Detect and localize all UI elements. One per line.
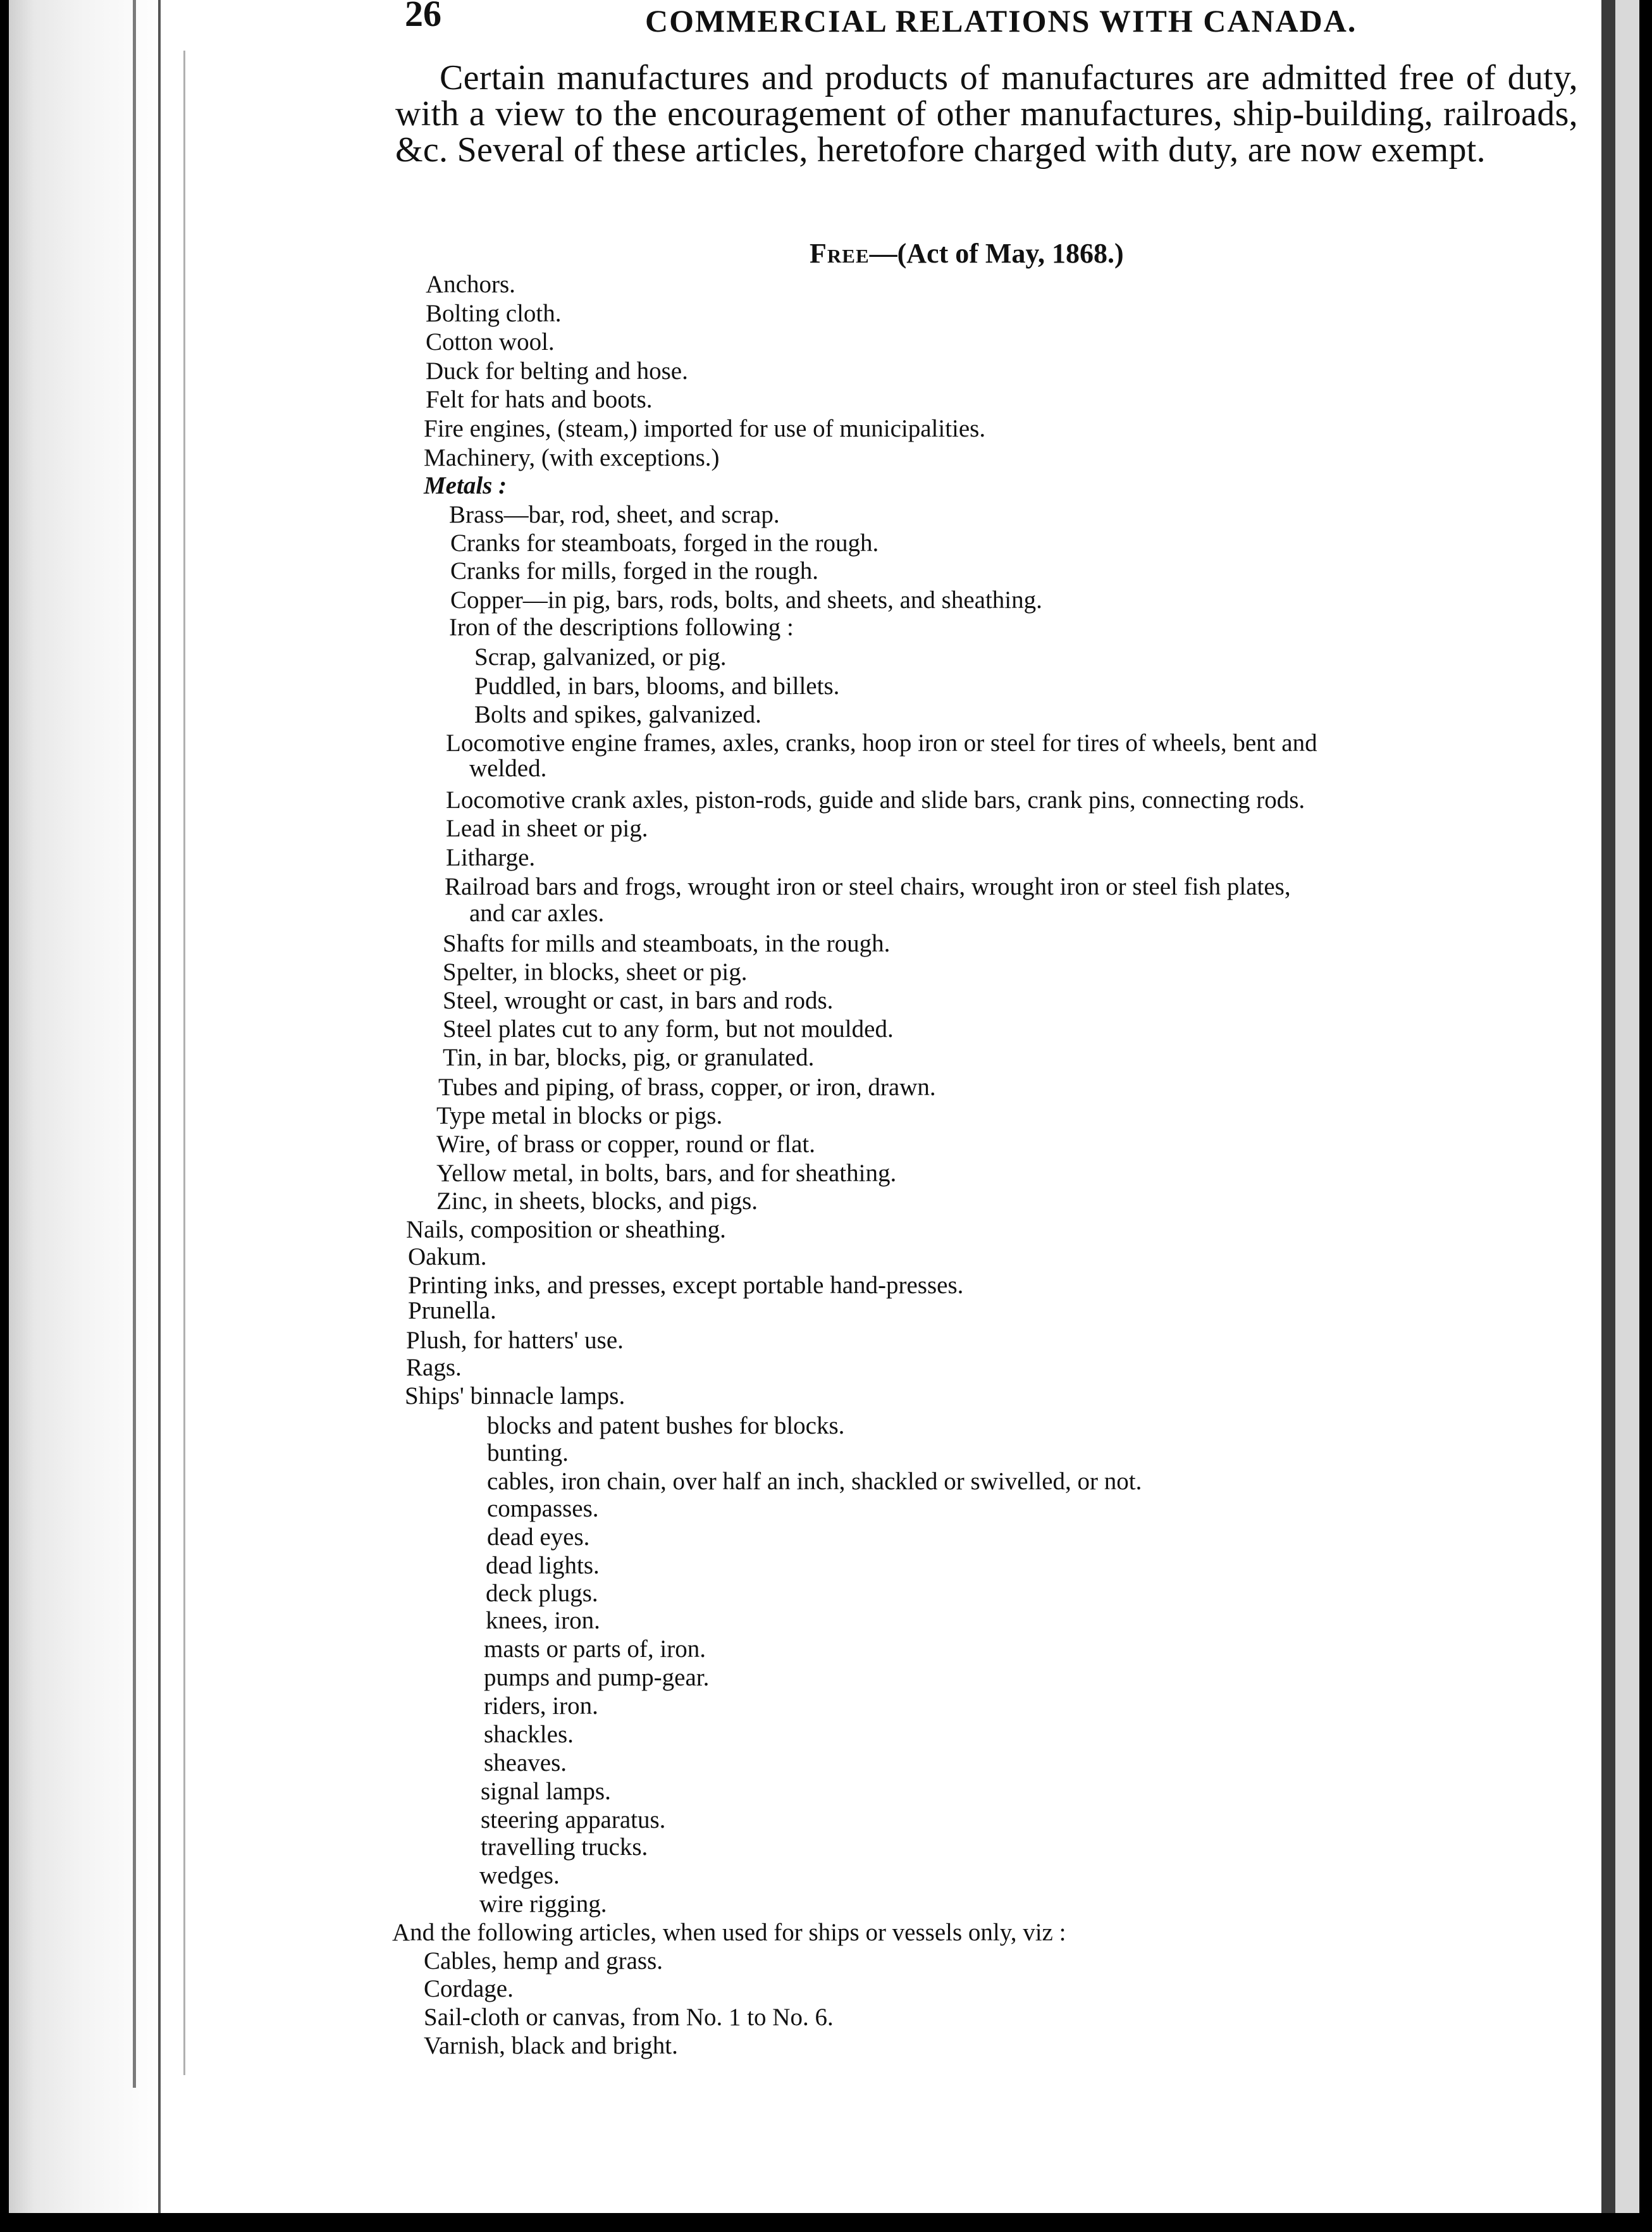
list-item: Felt for hats and boots. (426, 386, 653, 413)
list-item: Zinc, in sheets, blocks, and pigs. (436, 1187, 758, 1215)
list-item: Anchors. (426, 271, 515, 298)
list-item: Rags. (406, 1354, 462, 1381)
list-item: Steel, wrought or cast, in bars and rods. (443, 987, 834, 1014)
act-label: —(Act of May, 1868.) (869, 238, 1124, 269)
list-item: Brass—bar, rod, sheet, and scrap. (449, 501, 780, 528)
list-item: Plush, for hatters' use. (406, 1327, 624, 1354)
scan-shadow-left (9, 0, 164, 2232)
list-item: sheaves. (484, 1749, 567, 1776)
list-item: Fire engines, (steam,) imported for use of municipalities. (424, 415, 986, 442)
scan-edge-left (0, 0, 9, 2232)
list-item: Copper—in pig, bars, rods, bolts, and sheets, and sheathing. (450, 586, 1042, 614)
list-item: Spelter, in blocks, sheet or pig. (443, 958, 748, 986)
list-item: bunting. (487, 1439, 569, 1466)
list-item: riders, iron. (484, 1692, 598, 1720)
list-item: Cables, hemp and grass. (424, 1947, 663, 1975)
list-item: wedges. (479, 1862, 560, 1889)
list-item: Prunella. (408, 1297, 496, 1324)
list-item: Cranks for steamboats, forged in the rough. (450, 530, 879, 557)
list-item: knees, iron. (486, 1607, 600, 1634)
list-item: shackles. (484, 1721, 574, 1748)
list-item: Scrap, galvanized, or pig. (474, 643, 727, 671)
list-item: Tin, in bar, blocks, pig, or granulated. (443, 1044, 815, 1071)
scan-edge-bottom (0, 2213, 1652, 2232)
list-item: Machinery, (with exceptions.) (424, 444, 720, 471)
list-item: pumps and pump-gear. (484, 1664, 710, 1691)
scan-page-edge-line (158, 0, 161, 2232)
list-item: Litharge. (446, 844, 536, 871)
list-item: Cordage. (424, 1975, 514, 2002)
scan-edge-right (1639, 0, 1652, 2232)
list-item: Steel plates cut to any form, but not moulded. (443, 1015, 894, 1043)
list-item: Sail-cloth or canvas, from No. 1 to No. 6. (424, 2004, 834, 2031)
list-item: masts or parts of, iron. (484, 1635, 706, 1663)
list-item: Cranks for mills, forged in the rough. (450, 557, 819, 585)
list-item: Oakum. (408, 1243, 487, 1270)
list-item: signal lamps. (481, 1778, 611, 1805)
list-item: and car axles. (469, 900, 605, 927)
list-item: Bolting cloth. (426, 300, 562, 327)
list-item: Wire, of brass or copper, round or flat. (436, 1131, 815, 1158)
list-item: Printing inks, and presses, except portable hand-presses. (408, 1272, 964, 1299)
list-item: compasses. (487, 1495, 599, 1522)
list-item: Metals : (424, 472, 507, 499)
free-label: Free (810, 238, 870, 269)
running-head: COMMERCIAL RELATIONS WITH CANADA. (645, 3, 1357, 39)
list-item: travelling trucks. (481, 1833, 648, 1861)
scan-page-edge-line (133, 0, 136, 2088)
list-item: Shafts for mills and steamboats, in the rough. (443, 930, 891, 957)
list-item: Duck for belting and hose. (426, 357, 688, 385)
list-item: welded. (469, 755, 547, 782)
list-item: Railroad bars and frogs, wrought iron or steel chairs, wrought iron or steel fish plates, (445, 873, 1291, 900)
intro-paragraph: Certain manufactures and products of manufactures are admitted free of duty, with a view to the encouragement of other manufactures, ship-building, railroads, &c. Several of these articles, heretofore charged with duty, are now exempt. (395, 58, 1578, 170)
list-item: deck plugs. (486, 1580, 598, 1607)
list-item: Cotton wool. (426, 328, 555, 356)
list-item: Locomotive crank axles, piston-rods, guide and slide bars, crank pins, connecting rods. (446, 786, 1305, 814)
list-item: Type metal in blocks or pigs. (436, 1102, 723, 1129)
list-item: Ships' binnacle lamps. (405, 1382, 626, 1410)
section-heading (810, 237, 1124, 270)
list-item: Lead in sheet or pig. (446, 815, 648, 842)
list-item: Yellow metal, in bolts, bars, and for sheathing. (436, 1160, 897, 1187)
list-item: Bolts and spikes, galvanized. (474, 701, 761, 728)
list-item: Iron of the descriptions following : (449, 614, 794, 641)
scan-page-edge-line (1601, 0, 1615, 2232)
list-item: wire rigging. (479, 1890, 607, 1918)
list-item: dead eyes. (487, 1523, 590, 1551)
list-item: Tubes and piping, of brass, copper, or iron, drawn. (438, 1074, 936, 1101)
list-item: cables, iron chain, over half an inch, shackled or swivelled, or not. (487, 1468, 1142, 1495)
list-item: Locomotive engine frames, axles, cranks, hoop iron or steel for tires of wheels, bent and (446, 729, 1317, 757)
list-item: blocks and patent bushes for blocks. (487, 1412, 845, 1439)
list-item: And the following articles, when used for ships or vessels only, viz : (392, 1919, 1066, 1946)
list-item: steering apparatus. (481, 1806, 666, 1833)
list-item: Puddled, in bars, blooms, and billets. (474, 673, 840, 700)
list-item: Nails, composition or sheathing. (406, 1216, 726, 1243)
scan-page-edge-line (183, 51, 185, 2075)
page-number: 26 (405, 0, 441, 34)
list-item: dead lights. (486, 1552, 600, 1579)
list-item: Varnish, black and bright. (424, 2032, 678, 2059)
